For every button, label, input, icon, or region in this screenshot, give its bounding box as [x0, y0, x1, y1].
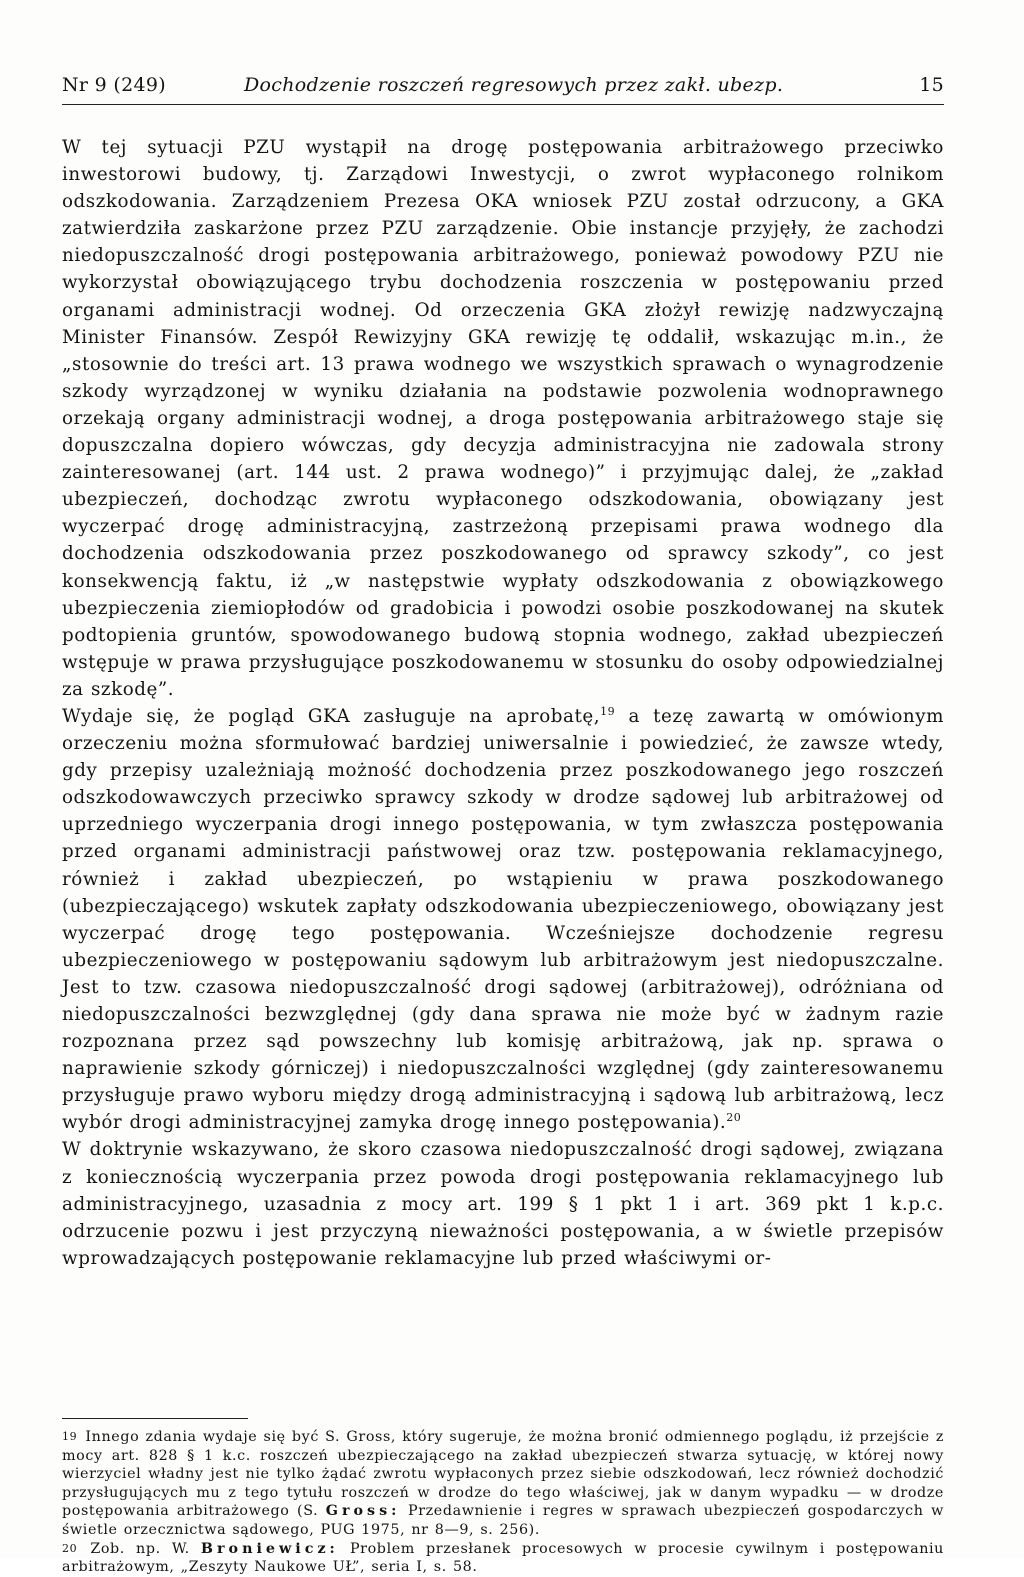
footnote-19	[62, 1428, 944, 1540]
issue-number: Nr 9 (249)	[62, 74, 166, 96]
footnote-ref-20[interactable]: 20	[726, 1111, 742, 1125]
paragraph-2-text-b: a tezę zawartą w omówionym orzeczeniu można sformułować bardziej uniwersalnie i powiedzieć, że zawsze wtedy, gdy przepisy uzależniają możność dochodzenia przez poszkodowanego jego roszczeń odszkodowawczych przeciwko sprawcy szkody w drodze sądowej lub arbitrażowej od uprzedniego wyczerpania drogi innego postępowania, w tym zwłaszcza postępowania przed organami administracji państwowej oraz tzw. postępowania reklamacyjnego, również i zakład ubezpieczeń, po wstąpieniu w prawa poszkodowanego (ubezpieczającego) wskutek zapłaty odszkodowania ubezpieczeniowego, obowiązany jest wyczerpać drogę tego postępowania. Wcześniejsze dochodzenie regresu ubezpieczeniowego w postępowaniu sądowym lub arbitrażowym jest niedopuszczalne. Jest to tzw. czasowa niedopuszczalność drogi sądowej (arbitrażowej), odróżniana od niedopuszczalności bezwzględnej (gdy dana sprawa nie może być w żadnym razie rozpoznana przez sąd powszechny lub komisję arbitrażową, jak np. sprawa o naprawienie szkody górniczej) i niedopuszczalności względnej (gdy zainteresowanemu przysługuje prawo wyboru między drogą administracyjną i sądową lub arbitrażową, lecz wybór drogi administracyjnej zamyka drogę innego postępowania).	[62, 705, 944, 1134]
footnote-20-number: 20	[62, 1541, 78, 1555]
footnote-rule	[62, 1418, 248, 1419]
paragraph-2-text-a: Wydaje się, że pogląd GKA zasługuje na aprobatę,	[62, 705, 601, 727]
footnote-19-number: 19	[62, 1430, 78, 1443]
footnote-20-author: Broniewicz:	[200, 1540, 339, 1557]
footnote-19-text-a: Innego zdania wydaje się być S. Gross, który sugeruje, że można bronić odmiennego poglądu, iż przejście z mocy art. 828 § 1 k.c. roszczeń ubezpieczającego na zakład ubezpieczeń stwarza sytuację, w której nowy wierzyciel władny jest nie tylko żądać zwrotu wypłaconych przez siebie odszkodowań, lecz również dochodzić przysługujących mu z tego tytułu roszczeń w drodze do tego właściwej, jak w danym wypadku — w drodze postępowania arbitrażowego (S.	[62, 1429, 944, 1520]
footnote-ref-19[interactable]: 19	[600, 704, 616, 718]
paragraph-3	[62, 1136, 944, 1271]
page-number: 15	[919, 74, 944, 96]
paragraph-3-text: W doktrynie wskazywano, że skoro czasowa niedopuszczalność drogi sądowej, związana z koniecznością wyczerpania przez powoda drogi postępowania reklamacyjnego lub administracyjnego, uzasadnia z mocy art. 199 § 1 pkt 1 i art. 369 pkt 1 k.p.c. odrzucenie pozwu i jest przyczyną nieważności postępowania, a w świetle przepisów wprowadzających postępowanie reklamacyjne lub przed właściwymi or-	[62, 1139, 944, 1269]
paragraph-1-text: W tej sytuacji PZU wystąpił na drogę postępowania arbitrażowego przeciwko inwestorowi budowy, tj. Zarządowi Inwestycji, o zwrot wypłaconego rolnikom odszkodowania. Zarządzeniem Prezesa OKA wniosek PZU został odrzucony, a GKA zatwierdziła zaskarżone przez PZU zarządzenie. Obie instancje przyjęły, że zachodzi niedopuszczalność drogi postępowania arbitrażowego, ponieważ powodowy PZU nie wykorzystał obowiązującego trybu dochodzenia roszczenia w postępowaniu przed organami administracji wodnej. Od orzeczenia GKA złożył rewizję nadzwyczajną Minister Finansów. Zespół Rewizyjny GKA rewizję tę oddalił, wskazując m.in., że „stosownie do treści art. 13 prawa wodnego we wszystkich sprawach o wynagrodzenie szkody wyrządzonej w wyniku działania na podstawie pozwolenia wodnoprawnego orzekają organy administracji wodnej, a droga postępowania arbitrażowego staje się dopuszczalna dopiero wówczas, gdy decyzja administracyjna nie zadowala strony zainteresowanej (art. 144 ust. 2 prawa wodnego)” i przyjmując dalej, że „zakład ubezpieczeń, dochodząc zwrotu wypłaconego odszkodowania, obowiązany jest wyczerpać drogę administracyjną, zastrzeżoną przepisami prawa wodnego dla dochodzenia odszkodowania przez poszkodowanego od sprawcy szkody”, co jest konsekwencją faktu, iż „w następstwie wypłaty odszkodowania z obowiązkowego ubezpieczenia ziemiopłodów od gradobicia i powodzi osobie poszkodowanej na skutek podtopienia gruntów, spowodowanego budową stopnia wodnego, zakład ubezpieczeń wstępuje w prawa przysługujące poszkodowanemu w stosunku do osoby odpowiedzialnej za szkodę”.	[62, 137, 944, 700]
footnote-20	[62, 1540, 944, 1577]
header-rule	[62, 104, 944, 105]
footnote-19-text-b: Przedawnienie i regres w sprawach ubezpieczeń gospodarczych w świetle orzecznictwa sądowego, PUG 1975, nr 8—9, s. 256).	[62, 1503, 944, 1538]
main-text	[62, 134, 944, 1272]
footnote-20-text-b: Problem przesłanek procesowych w procesie cywilnym i postępowaniu arbitrażowym, „Zeszyty Naukowe UŁ”, seria I, s. 58.	[62, 1540, 944, 1576]
running-title: Dochodzenie roszczeń regresowych przez zakł. ubezp.	[244, 74, 784, 96]
paragraph-1	[62, 134, 944, 703]
footnotes	[62, 1428, 944, 1577]
paragraph-2	[62, 703, 944, 1137]
footnote-19-author: Gross:	[325, 1503, 401, 1520]
footnote-20-text-a: Zob. np. W.	[90, 1540, 201, 1557]
running-header	[62, 74, 944, 100]
